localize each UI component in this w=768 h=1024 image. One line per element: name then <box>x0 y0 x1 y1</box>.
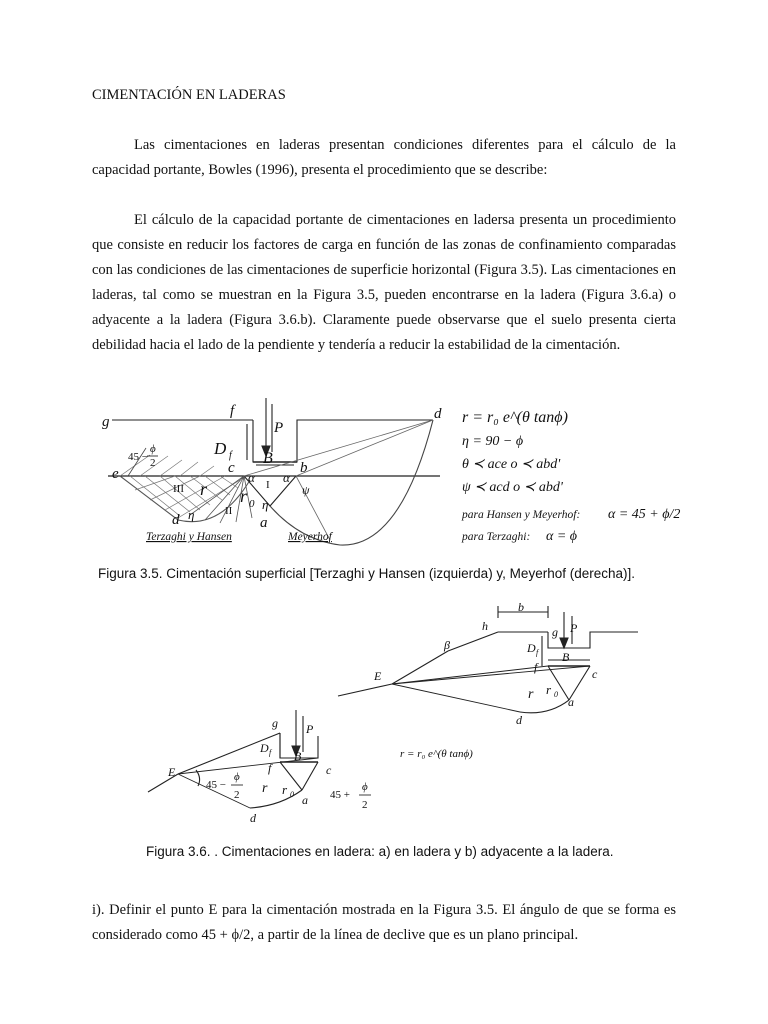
zone-i: I <box>266 479 270 491</box>
figure-3-5-caption: Figura 3.5. Cimentación superficial [Terzaghi y Hansen (izquierda) y, Meyerhof (derecha)]. <box>98 566 635 581</box>
label-b: b <box>300 460 308 476</box>
a-label-c: c <box>326 763 332 777</box>
label-r0-sub: 0 <box>249 498 255 510</box>
label-eta-2: η <box>188 507 195 522</box>
equation-terzaghi: α = ϕ <box>546 529 578 544</box>
a-label-b-width: B <box>294 749 302 763</box>
b-label-h: h <box>482 619 488 633</box>
equation-spiral: r = r₀ e^(θ tanϕ) <box>462 409 568 426</box>
equation-eta: η = 90 − ϕ <box>462 434 524 449</box>
b-label-beta: β <box>444 638 450 652</box>
figure-3-6-caption: Figura 3.6. . Cimentaciones en ladera: a) en ladera y b) adyacente a la ladera. <box>146 844 614 859</box>
a-label-r0-sub: 0 <box>290 790 294 799</box>
a-angle-two-1: 2 <box>234 789 240 801</box>
label-alpha-2: α <box>283 470 290 485</box>
b-label-df-sub: f <box>536 648 539 657</box>
b-label-c: c <box>592 667 598 681</box>
equation-terzaghi-label: para Terzaghi: <box>462 531 531 543</box>
b-label-r0-sub: 0 <box>554 690 558 699</box>
b-label-r: r <box>528 687 534 702</box>
label-d: d <box>172 512 180 528</box>
label-meyerhof: Meyerhof <box>288 531 332 543</box>
a-angle-phi-1: ϕ <box>234 771 240 783</box>
zone-iii: III <box>173 483 184 495</box>
a-label-e: E <box>168 765 176 779</box>
label-r: r <box>200 479 208 499</box>
page-title: CIMENTACIÓN EN LADERAS <box>92 87 286 103</box>
a-label-p: P <box>306 722 314 736</box>
b-label-f: f <box>534 660 538 674</box>
zone-ii: II <box>225 505 233 517</box>
a-label-r0: r <box>282 782 288 797</box>
b-label-b: b <box>518 600 524 614</box>
label-e: e <box>112 466 119 482</box>
equation-psi: ψ ≺ acd o ≺ abd' <box>462 480 563 495</box>
a-label-a: a <box>302 793 308 807</box>
a-label-df: D <box>260 741 269 755</box>
b-label-b-width: B <box>562 650 570 664</box>
label-df-sub: f <box>229 450 232 461</box>
label-a: a <box>260 515 268 531</box>
label-g: g <box>102 414 110 430</box>
label-d-prime: d <box>434 406 442 422</box>
a-label-df-sub: f <box>269 748 272 757</box>
b-label-p: P <box>570 621 578 635</box>
label-eta: η <box>262 497 269 512</box>
angle-phi: ϕ <box>150 443 156 455</box>
b-label-a: a <box>568 695 574 709</box>
a-label-r: r <box>262 781 268 796</box>
label-f: f <box>230 403 235 419</box>
a-label-g: g <box>272 716 278 730</box>
equation-theta: θ ≺ ace o ≺ abd' <box>462 457 561 472</box>
paragraph-step-i: i). Definir el punto E para la cimentación mostrada en la Figura 3.5. El ángulo de que se forma es considerado como 45 + ϕ/2, a partir de la línea de declive que es un plano principal. <box>92 902 676 943</box>
label-df: D <box>214 439 227 458</box>
a-angle-two-2: 2 <box>362 799 368 811</box>
b-label-g: g <box>552 625 558 639</box>
angle-45-minus: 45 − <box>128 451 148 463</box>
a-angle-phi-2: ϕ <box>362 781 368 793</box>
label-b-width: B <box>263 450 273 467</box>
a-label-d: d <box>250 811 256 825</box>
equation-hansen: α = 45 + ϕ/2 <box>608 507 681 522</box>
label-terzaghi-hansen: Terzaghi y Hansen <box>146 531 232 543</box>
label-c: c <box>228 460 235 476</box>
label-r0: r <box>240 486 248 506</box>
a-angle-45-plus: 45 + <box>330 789 350 801</box>
label-p: P <box>274 420 284 436</box>
b-label-df: D <box>527 641 536 655</box>
label-psi: ψ <box>302 483 310 497</box>
figure-3-6-equation: r = r₀ e^(θ tanϕ) <box>400 748 473 760</box>
equation-hansen-label: para Hansen y Meyerhof: <box>462 509 581 521</box>
angle-two: 2 <box>150 457 156 469</box>
a-angle-45-minus: 45 − <box>206 779 226 791</box>
paragraph-procedure: El cálculo de la capacidad portante de cimentaciones en ladersa presenta un procedimiento que consiste en reducir los factores de carga en función de las zonas de confinamiento comparadas con las condiciones de las cimentaciones de superficie horizontal (Figura 3.5). Las cimentaciones en laderas, tal como se muestran en la Figura 3.5, pueden encontrarse en la ladera (Figura 3.6.a) o adyacente a la ladera (Figura 3.6.b). Claramente puede observarse que el suelo presenta cierta debilidad hacia el lado de la pendiente y tendería a reducir la estabilidad de la cimentación. <box>92 212 676 353</box>
paragraph-intro: Las cimentaciones en laderas presentan condiciones diferentes para el cálculo de la capacidad portante, Bowles (1996), presenta el procedimiento que se describe: <box>92 137 676 178</box>
b-label-d: d <box>516 713 522 727</box>
label-alpha: α <box>248 470 255 485</box>
b-label-r0: r <box>546 682 552 697</box>
b-label-e: E <box>374 669 382 683</box>
a-label-f: f <box>268 761 272 775</box>
